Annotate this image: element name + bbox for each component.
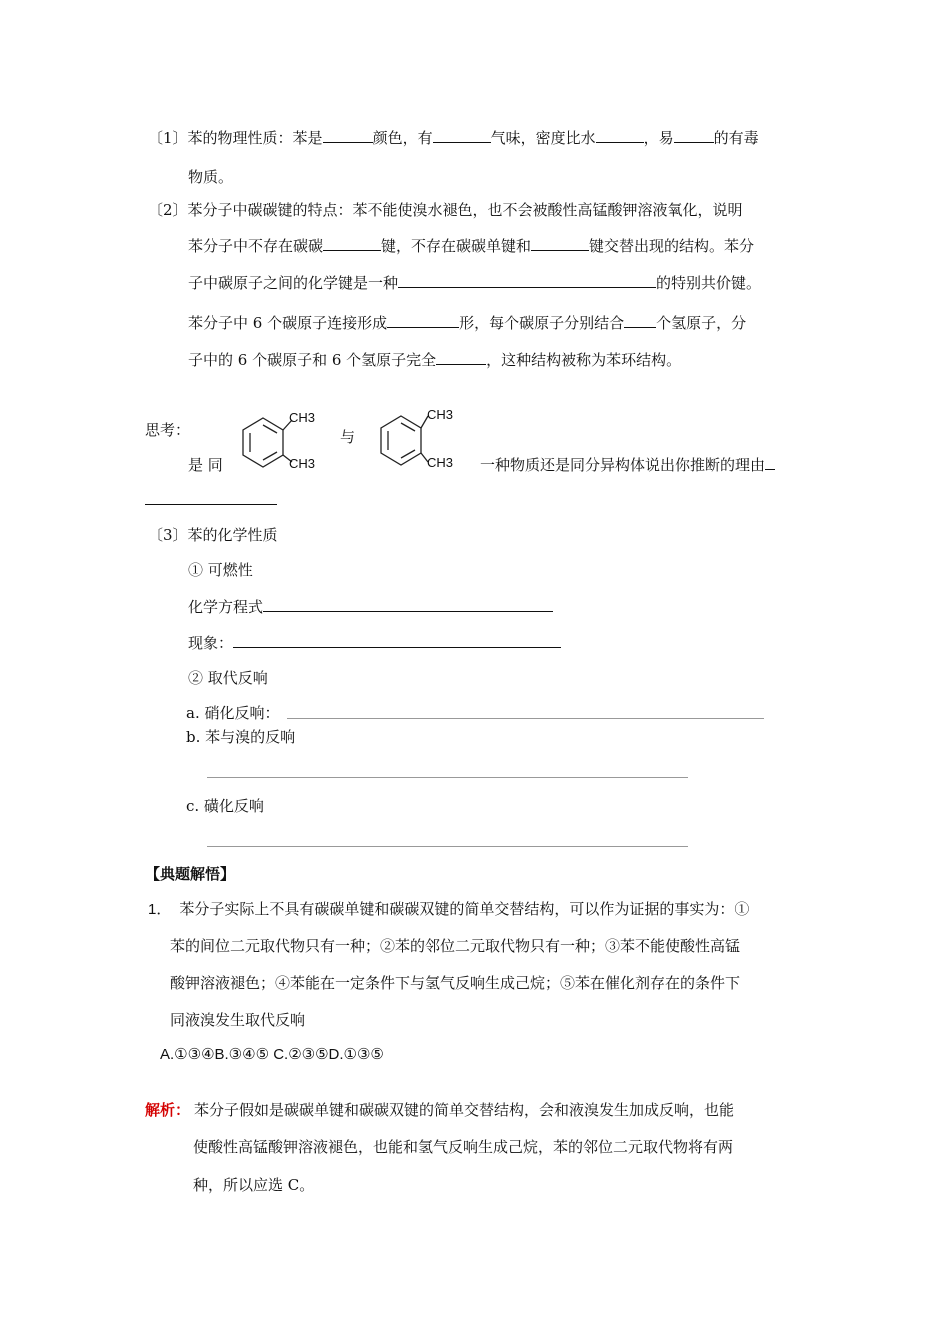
q2-line-3: 子中碳原子之间的化学键是一种 的特别共价键。 xyxy=(188,274,762,292)
q2-line-4: 苯分子中 6 个碳原子连接形成 形，每个碳原子分别结合 个氢原子，分 xyxy=(188,314,747,332)
blank-bond-type[interactable] xyxy=(398,273,656,288)
example-line-1: 1． 苯分子实际上不具有碳碳单键和碳碳双键的简单交替结构，可以作为证据的事实为：① xyxy=(148,900,750,918)
blank-sulfonation[interactable] xyxy=(207,846,688,847)
mol2-ch3-bottom: CH3 xyxy=(427,455,454,470)
think-question: 一种物质还是同分异构体说出你推断的理由 xyxy=(480,455,775,475)
q2-line-5: 子中的 6 个碳原子和 6 个氢原子完全 ，这种结构被称为苯环结构。 xyxy=(188,351,682,369)
q3-phenomenon: 现象： xyxy=(188,633,561,653)
q1-line-1: 〔1〕苯的物理性质：苯是 颜色，有 气味，密度比水 ，易 的有毒 xyxy=(148,129,759,147)
q3-line-title: 〔3〕苯的化学性质 xyxy=(148,526,278,544)
blank-coplanar[interactable] xyxy=(436,350,486,365)
example-line-2: 苯的间位二元取代物只有一种；②苯的邻位二元取代物只有一种；③苯不能使酸性高锰 xyxy=(170,937,741,955)
q2-line-1: 〔2〕苯分子中碳碳键的特点：苯不能使溴水褪色，也不会被酸性高锰酸钾溶液氧化，说明 xyxy=(148,201,743,219)
blank-bromination[interactable] xyxy=(207,777,688,778)
analysis-label: 解析： xyxy=(145,1101,191,1119)
blank-equation[interactable] xyxy=(263,597,553,612)
blank-density[interactable] xyxy=(596,128,644,143)
q3-sulfonation: c. 磺化反响 xyxy=(186,797,264,815)
analysis-line-2: 使酸性高锰酸钾溶液褪色，也能和氢气反响生成己烷，苯的邻位二元取代物将有两 xyxy=(193,1138,734,1156)
blank-reason[interactable] xyxy=(145,490,277,505)
blank-phenomenon[interactable] xyxy=(233,633,561,648)
q2-line-2: 苯分子中不存在碳碳 键，不存在碳碳单键和 键交替出现的结构。苯分 xyxy=(188,237,755,255)
q3-nitration: a. 硝化反响： xyxy=(186,704,280,722)
mol2-ch3-top: CH3 xyxy=(427,407,454,422)
example-number: 1． xyxy=(148,901,172,918)
blank-reason-start[interactable] xyxy=(765,455,775,470)
blank-alternating-bond[interactable] xyxy=(531,236,589,251)
blank-h-count[interactable] xyxy=(624,313,656,328)
analysis-line-1: 解析： 苯分子假如是碳碳单键和碳碳双键的简单交替结构，会和液溴发生加成反响，也能 xyxy=(145,1101,735,1119)
example-options: A.①③④B.③④⑤ C.②③⑤D.①③⑤ xyxy=(160,1046,384,1063)
example-line-3: 酸钾溶液褪色；④苯能在一定条件下与氢气反响生成己烷；⑤苯在催化剂存在的条件下 xyxy=(170,974,741,992)
q2-label: 〔2〕 xyxy=(148,201,188,219)
q1-label: 〔1〕 xyxy=(148,129,188,147)
think-and: 与 xyxy=(340,428,356,446)
think-is-same: 是 同 xyxy=(188,456,223,474)
blank-color[interactable] xyxy=(323,128,373,143)
q3-item-combustion: ① 可燃性 xyxy=(188,561,253,579)
blank-nitration[interactable] xyxy=(287,718,764,719)
example-line-4: 同液溴发生取代反响 xyxy=(170,1011,306,1029)
analysis-line-3: 种，所以应选 C。 xyxy=(193,1176,315,1194)
example-heading: 【典题解悟】 xyxy=(145,865,236,883)
blank-shape[interactable] xyxy=(387,313,459,328)
blank-smell[interactable] xyxy=(433,128,491,143)
q3-bromination: b. 苯与溴的反响 xyxy=(186,728,296,746)
think-label: 思考： xyxy=(145,421,191,439)
mol1-ch3-top: CH3 xyxy=(289,410,316,425)
q1-line-2: 物质。 xyxy=(188,168,234,186)
q3-label: 〔3〕 xyxy=(148,526,188,544)
q3-equation: 化学方程式 xyxy=(188,597,553,617)
blank-double-bond[interactable] xyxy=(323,236,381,251)
blank-volatile[interactable] xyxy=(674,128,714,143)
q3-item-substitution: ② 取代反响 xyxy=(188,669,268,687)
mol1-ch3-bottom: CH3 xyxy=(289,456,316,471)
